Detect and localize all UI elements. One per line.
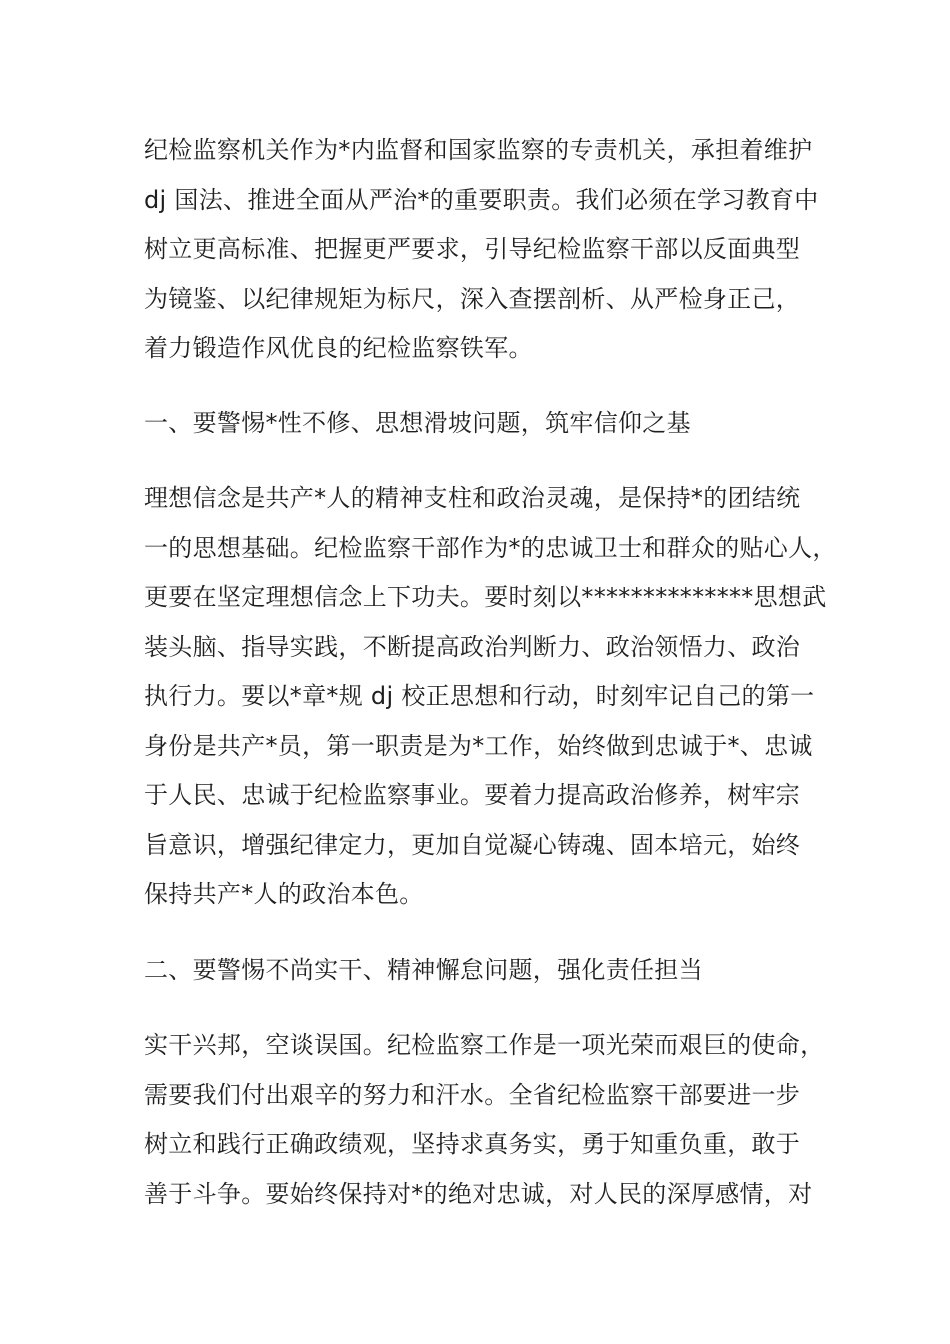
section1-paragraph (144, 474, 837, 920)
text-line: 旨意识，增强纪律定力，更加自觉凝心铸魂、固本培元，始终 (144, 830, 801, 859)
section2-paragraph (144, 1021, 825, 1219)
text-line: 理想信念是共产*人的精神支柱和政治灵魂，是保持*的团结统 (144, 484, 801, 512)
text-line: 身份是共产*员，第一职责是为*工作，始终做到忠诚于*、忠诚 (144, 731, 813, 760)
intro-paragraph (144, 126, 819, 374)
text-line: 装头脑、指导实践，不断提高政治判断力、政治领悟力、政治 (144, 632, 801, 661)
text-line: 实干兴邦，空谈误国。纪检监察工作是一项光荣而艰巨的使命， (144, 1031, 825, 1059)
text-line: 树立和践行正确政绩观，坚持求真务实，勇于知重负重，敢于 (144, 1130, 801, 1158)
text-line: 纪检监察机关作为*内监督和国家监察的专责机关，承担着维护 (144, 136, 813, 164)
text-line: dj 国法、推进全面从严治*的重要职责。我们必须在学习教育中 (144, 185, 819, 214)
text-line: 执行力。要以*章*规 dj 校正思想和行动，时刻牢记自己的第一 (144, 682, 815, 710)
section1-heading: 一、要警惕*性不修、思想滑坡问题，筑牢信仰之基 (144, 408, 691, 437)
text-line: 更要在坚定理想信念上下功夫。要时刻以**************思想武 (144, 583, 827, 611)
text-line: 着力锻造作风优良的纪检监察铁军。 (144, 334, 533, 362)
text-line: 需要我们付出艰辛的努力和汗水。全省纪检监察干部要进一步 (144, 1080, 801, 1109)
text-line: 于人民、忠诚于纪检监察事业。要着力提高政治修养，树牢宗 (144, 781, 801, 809)
section2-heading: 二、要警惕不尚实干、精神懈怠问题，强化责任担当 (144, 955, 703, 984)
document-body (144, 126, 837, 1219)
text-line: 树立更高标准、把握更严要求，引导纪检监察干部以反面典型 (144, 235, 801, 263)
text-line: 保持共产*人的政治本色。 (144, 880, 424, 908)
text-line: 善于斗争。要始终保持对*的绝对忠诚，对人民的深厚感情，对 (144, 1179, 813, 1208)
text-line: 一的思想基础。纪检监察干部作为*的忠诚卫士和群众的贴心人， (144, 533, 837, 562)
text-line: 为镜鉴、以纪律规矩为标尺，深入查摆剖析、从严检身正己， (144, 284, 801, 313)
